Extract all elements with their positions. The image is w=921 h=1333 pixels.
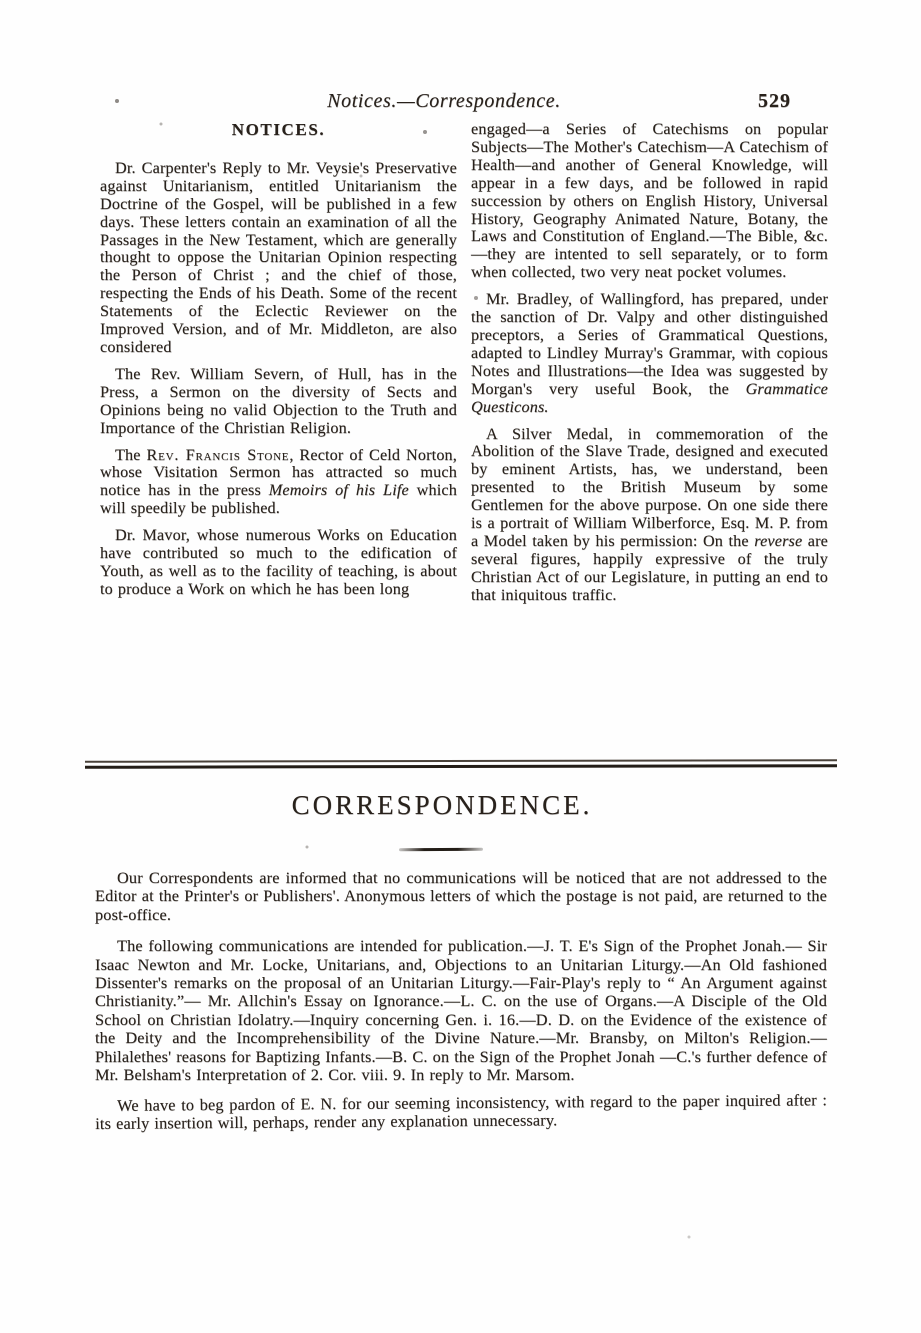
notice-paragraph-silver-medal: A Silver Medal, in commemoration of the Abolition of the Slave Trade, designed and executed by eminent Artists, has, we understand, been presented to the British Museum by some Gentlemen for the above purpose. On one side there is a portrait of William Wilberforce, Esq. M. P. from a Model taken by his permission: On the reverse are several figures, happily expressive of the truly Christian Act of our Legislature, in putting an end to that iniquitous traffic. bbox=[471, 424, 828, 604]
running-head-title: Notices.—Correspondence. bbox=[327, 90, 561, 112]
notice-paragraph-stone: The Rev. Francis Stone, Rector of Celd Norton, whose Visitation Sermon has attracted so much notice has in the press Memoirs of his Life which will speedily be published. bbox=[100, 445, 457, 518]
notice-paragraph-bradley: Mr. Bradley, of Wallingford, has prepared, under the sanction of Dr. Valpy and other distinguished preceptors, a Series of Grammatical Questions, adapted to Lindley Murray's Grammar, with copious Notes and Illustrations—the Idea was suggested by Morgan's very useful Book, the Grammatice Questicons. bbox=[471, 290, 828, 416]
notice-paragraph-mavor-continued: engaged—a Series of Catechisms on popular Subjects—The Mother's Catechism—A Catechism of Health—and another of General Knowledge, will appear in a few days, and be followed in rapid succession by others on English History, Universal History, Geography Animated Nature, Botany, the Laws and Constitution of England.—The Bible, &c.—they are intented to sell separately, or to form when collected, two very neat pocket volumes. bbox=[471, 120, 828, 282]
correspondence-section bbox=[95, 869, 827, 1147]
notices-section bbox=[100, 121, 828, 614]
ink-specks bbox=[0, 0, 2, 2]
notices-heading: NOTICES. bbox=[231, 120, 326, 139]
correspondence-paragraph-publication-list: The following communications are intended for publication.—J. T. E's Sign of the Prophet Jonah.— Sir Isaac Newton and Mr. Locke, Unitarians, and, Objections to an Unitarian Liturgy.—An Old fashioned Dissenter's remarks on the proposal of an Unitarian Liturgy.—Fair-Play's reply to “ An Argument against Christianity.”— Mr. Allchin's Essay on Ignorance.—L. C. on the use of Organs.—A Disciple of the Old School on Christian Idolatry.—Inquiry concerning Gen. i. 16.—D. D. on the Evidence of the existence of the Deity and the Incomprehensibility of the Divine Nature.—Mr. Bransby, on Milton's Religion.—Philalethes' reasons for Baptizing Infants.—B. C. on the Sign of the Prophet Jonah —C.'s further defence of Mr. Belsham's Interpretation of 2. Cor. viii. 9. In reply to Mr. Marsom. bbox=[95, 936, 827, 1085]
section-divider-rule bbox=[85, 759, 837, 769]
correspondence-paragraph-editor-notice: Our Correspondents are informed that no communications will be noticed that are not addressed to the Editor at the Printer's or Publishers'. Anonymous letters of which the postage is not paid, are returned to the post-office. bbox=[95, 868, 827, 924]
correspondence-heading-rule bbox=[399, 848, 483, 852]
notice-paragraph-severn: The Rev. William Severn, of Hull, has in the Press, a Sermon on the diversity of Sects and Opinions being no valid Objection to the Truth and Importance of the Christian Religion. bbox=[100, 364, 457, 437]
correspondence-heading: CORRESPONDENCE. bbox=[291, 790, 593, 820]
notices-right-column bbox=[471, 121, 828, 614]
running-head bbox=[100, 90, 828, 113]
notices-left-column bbox=[100, 121, 457, 614]
notice-paragraph-mavor: Dr. Mavor, whose numerous Works on Education have contributed so much to the edification of Youth, as well as to the facility of teaching, is about to produce a Work on which he has been long bbox=[100, 526, 457, 598]
notice-paragraph-carpenter: Dr. Carpenter's Reply to Mr. Veysie's Preservative against Unitarianism, entitled Unitarianism the Doctrine of the Gospel, will be published in a few days. These letters contain an examination of all the Passages in the New Testament, which are generally thought to oppose the Unitarian Opinion respecting the Person of Christ ; and the chief of those, respecting the Ends of his Death. Some of the recent Statements of the Eclectic Reviewer on the Improved Version, and of Mr. Middleton, are also considered bbox=[100, 158, 457, 356]
page-number: 529 bbox=[758, 90, 791, 112]
correspondence-paragraph-apology: We have to beg pardon of E. N. for our seeming inconsistency, with regard to the paper inquired after : its early insertion will, perhaps, render any explanation unnecessary. bbox=[95, 1090, 828, 1134]
